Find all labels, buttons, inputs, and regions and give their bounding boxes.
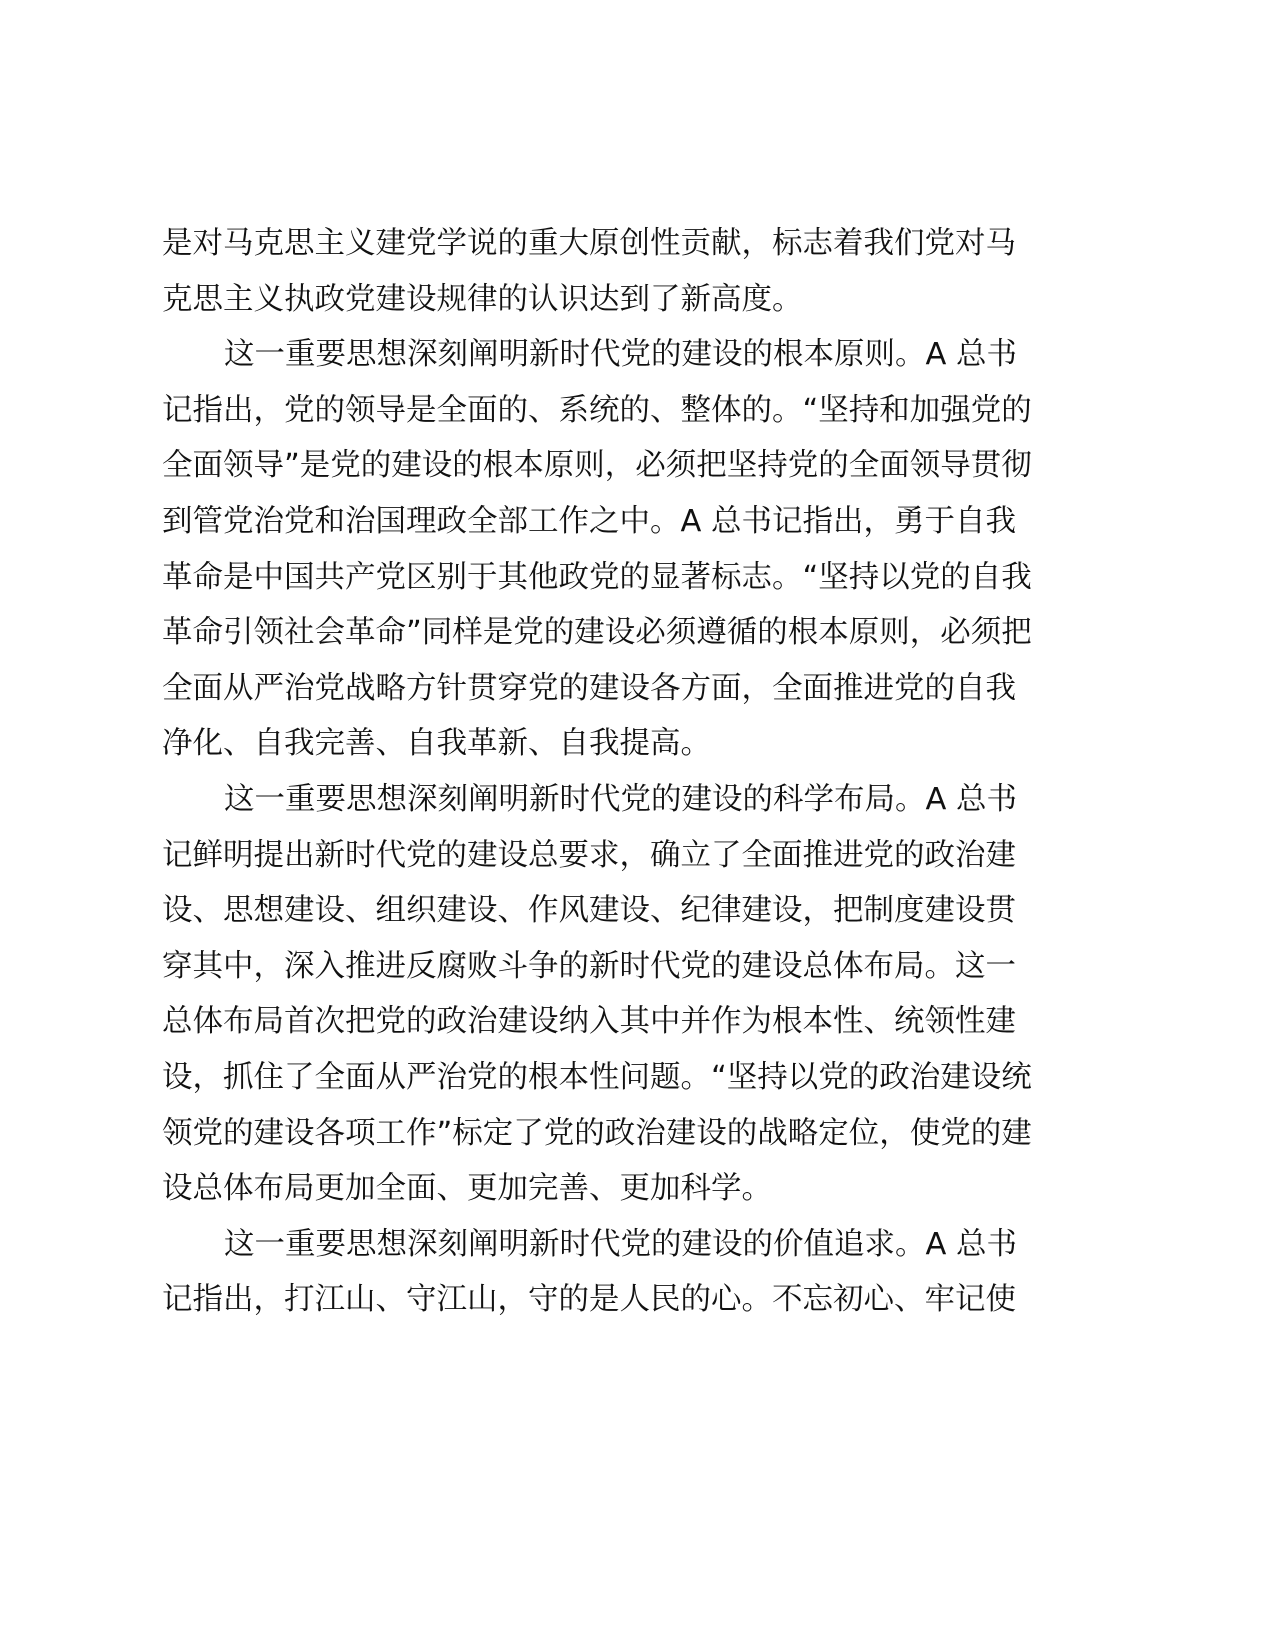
text-line: 是对马克思主义建党学说的重大原创性贡献，标志着我们党对马	[162, 226, 1016, 261]
text-line: 穿其中，深入推进反腐败斗争的新时代党的建设总体布局。这一	[162, 948, 1016, 984]
text-line: 净化、自我完善、自我革新、自我提高。	[162, 726, 711, 762]
text-line: 设总体布局更加全面、更加完善、更加科学。	[162, 1171, 772, 1207]
text-line: 革命引领社会革命”同样是党的建设必须遵循的根本原则，必须把	[162, 615, 1032, 651]
text-line: 到管党治党和治国理政全部工作之中。A 总书记指出，勇于自我	[162, 503, 1017, 539]
text-line: 全面从严治党战略方针贯穿党的建设各方面，全面推进党的自我	[162, 670, 1016, 706]
text-line: 革命是中国共产党区别于其他政党的显著标志。“坚持以党的自我	[162, 559, 1032, 595]
text-line: 记指出，打江山、守江山，守的是人民的心。不忘初心、牢记使	[162, 1282, 1016, 1318]
text-line: 领党的建设各项工作”标定了党的政治建设的战略定位，使党的建	[162, 1115, 1032, 1151]
text-line: 设、思想建设、组织建设、作风建设、纪律建设，把制度建设贯	[162, 893, 1016, 929]
text-line: 全面领导”是党的建设的根本原则，必须把坚持党的全面领导贯彻	[162, 448, 1032, 484]
body-text	[162, 216, 1122, 1328]
text-line: 记鲜明提出新时代党的建设总要求，确立了全面推进党的政治建	[162, 837, 1016, 873]
paragraph-start-line: 这一重要思想深刻阐明新时代党的建设的科学布局。A 总书	[224, 781, 1018, 817]
text-line: 记指出，党的领导是全面的、系统的、整体的。“坚持和加强党的	[162, 392, 1032, 428]
text-line: 设，抓住了全面从严治党的根本性问题。“坚持以党的政治建设统	[162, 1059, 1032, 1095]
paragraph-start-line: 这一重要思想深刻阐明新时代党的建设的价值追求。A 总书	[224, 1226, 1018, 1262]
text-line: 总体布局首次把党的政治建设纳入其中并作为根本性、统领性建	[162, 1004, 1016, 1040]
text-line: 克思主义执政党建设规律的认识达到了新高度。	[162, 281, 803, 317]
paragraph-start-line: 这一重要思想深刻阐明新时代党的建设的根本原则。A 总书	[224, 337, 1018, 373]
